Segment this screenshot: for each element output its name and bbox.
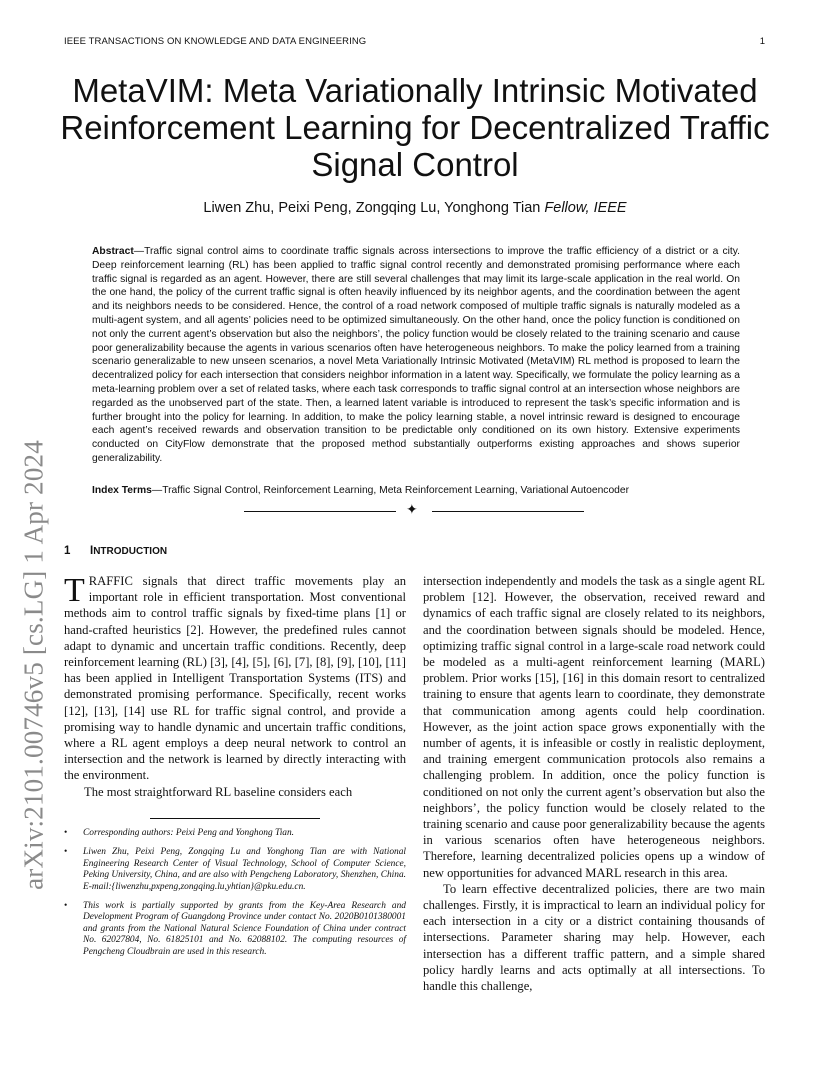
- running-header-journal: IEEE TRANSACTIONS ON KNOWLEDGE AND DATA ENGINEERING: [64, 36, 367, 47]
- section-title-initial: I: [90, 545, 94, 557]
- separator-rule-right: [432, 511, 584, 512]
- index-terms-label: Index Terms: [92, 485, 152, 496]
- footnotes: [64, 828, 406, 966]
- left-column: [64, 573, 406, 800]
- abstract-text: —Traffic signal control aims to coordinate traffic signals across intersections to improve the traffic efficiency of a district or a city. Deep reinforcement learning (RL) has been applied to traffic signal control recently and demonstrated promising performance where each traffic signal is regarded as an agent. However, there are still several challenges that may limit its large-scale application in the real world. On the one hand, the policy of the current traffic signal is often heavily influenced by its neighbor agents, and the coordination between the agent and its neighbors needs to be considered. Hence, the control of a road network composed of multiple traffic signals is naturally modeled as a multi-agent system, and all agents’ policies need to be optimized simultaneously. On the other hand, once the policy function is conditioned on not only the current agent’s observation but also the neighbors’, the policy function would be closely related to the training scenario and cause poor generalizability because the agents in various scenarios often have heterogeneous neighbors. To make the policy learned from a training scenario generalizable to new unseen scenarios, a novel Meta Variationally Intrinsic Motivated (MetaVIM) RL method is proposed to learn the decentralized policy for each intersection that considers neighbor information in a latent way. Specifically, we formulate the policy learning as a meta-learning problem over a set of related tasks, where each task corresponds to traffic signal control at an intersection whose neighbors are regarded as the unobserved part of the state. Then, a learned latent variable is introduced to represent the task’s specific information and is further brought into the policy for learning. In addition, to make the policy learning stable, a novel intrinsic reward is designed to encourage each agent’s received rewards and observation transition to be predictable only conditioned on its own history. Extensive experiments conducted on CityFlow demonstrate that the proposed method substantially outperforms existing approaches and shows superior generalizability.: [92, 246, 740, 464]
- footnote-text: This work is partially supported by grants from the Key-Area Research and Development Program of Guangdong Province under contact No. 2020B0101380001 and grants from the National Natural Science Foundation of China under contract No. 62027804, No. 61825101 and No. 62088102. The computing resources of Pengcheng Cloudbrain are used in this research.: [83, 901, 406, 957]
- separator-rule-left: [244, 511, 396, 512]
- bullet-icon: •: [64, 828, 68, 838]
- page-number: 1: [759, 36, 765, 47]
- bullet-icon: •: [64, 901, 68, 912]
- abstract: [92, 245, 740, 466]
- drop-cap: T: [64, 572, 85, 609]
- first-word-rest: RAFFIC: [88, 574, 133, 588]
- paper-title: MetaVIM: Meta Variationally Intrinsic Motivated Reinforcement Learning for Decentralized Traffic Signal Control: [60, 72, 770, 183]
- section-number: 1: [64, 545, 71, 557]
- footnote-item: [64, 847, 406, 893]
- footnote-item: [64, 828, 406, 839]
- section-separator: [244, 504, 584, 520]
- section-title-rest: NTRODUCTION: [93, 546, 168, 557]
- bullet-icon: •: [64, 847, 68, 858]
- arxiv-watermark: arXiv:2101.00746v5 [cs.LG] 1 Apr 2024: [18, 440, 49, 890]
- index-terms: [92, 484, 740, 498]
- section-heading: [64, 545, 167, 557]
- author-line: [40, 200, 790, 216]
- intro-paragraph-1: [64, 573, 406, 784]
- intro-paragraph-1-text: signals that direct traffic movements play an important role in efficient transportation. Most conventional methods aim to control traffic signals by fixed-time plans [1] or hand-crafted heuristics [2]. However, the predefined rules cannot adapt to dynamic and uncertain traffic conditions. Recently, deep reinforcement learning (RL) [3], [4], [5], [6], [7], [8], [9], [10], [11] has been applied in Intelligent Transportation Systems (ITS) and demonstrated promising performance. Specifically, recent works [12], [13], [14] use RL for traffic signal control, and provide a promising way to handle dynamic and uncertain traffic conditions, where a RL agent employs a deep neural network to control an intersection and the network is learned by directly interacting with the environment.: [64, 574, 406, 783]
- footnote-item: [64, 901, 406, 958]
- footnote-text: Liwen Zhu, Peixi Peng, Zongqing Lu and Yonghong Tian are with National Engineering Research Center of Visual Technology, School of Computer Science, Peking University, China, and are also with Pengcheng Laboratory, Shenzhen, China. E-mail:{liwenzhu,pxpeng,zongqing.lu,yhtian}@pku.edu.cn.: [83, 847, 406, 892]
- index-terms-text: —Traffic Signal Control, Reinforcement Learning, Meta Reinforcement Learning, Variational Autoencoder: [151, 485, 630, 496]
- intro-paragraph-4: To learn effective decentralized policies, there are two main challenges. Firstly, it is impractical to learn an individual policy for each intersection in a city or a district containing thousands of intersections. Parameter sharing may help. However, each intersection has a different traffic pattern, and a simple shared policy hardly learns and acts optimally at all intersections. To handle this challenge,: [423, 881, 765, 994]
- author-names: Liwen Zhu, Peixi Peng, Zongqing Lu, Yonghong Tian: [203, 200, 541, 216]
- footnote-text: Corresponding authors: Peixi Peng and Yonghong Tian.: [83, 828, 295, 838]
- intro-paragraph-3: intersection independently and models the task as a single agent RL problem [12]. However, the observation, received reward and dynamics of each traffic signal are closely related to its neighbors, and the coordination between signals should be modeled. Hence, optimizing traffic signal control in a large-scale road network could be modeled as a multi-agent reinforcement learning (MARL) problem. Prior works [15], [16] in this domain resort to centralized training to ensure that agents learn to coordinate, they demonstrate that communication among agents could help coordination. However, as the joint action space grows exponentially with the number of agents, it is infeasible or costly in realistic deployment, and training emergent communication protocols also remains a challenging problem. In addition, once the policy function is conditioned on not only the current agent’s observation but also the neighbors’, the policy function would be closely related to the training scenario and cause poor generalizability because the agents in various scenarios often have heterogeneous neighbors. Therefore, learning decentralized policies opens up a window of new opportunities for advanced MARL research in this area.: [423, 574, 765, 880]
- footnote-rule: [150, 818, 320, 819]
- separator-star-icon: ✦: [406, 502, 418, 518]
- abstract-label: Abstract: [92, 246, 134, 257]
- intro-paragraph-2: The most straightforward RL baseline considers each: [84, 784, 353, 799]
- right-column: [423, 573, 765, 994]
- author-affiliation-note: Fellow, IEEE: [544, 200, 627, 216]
